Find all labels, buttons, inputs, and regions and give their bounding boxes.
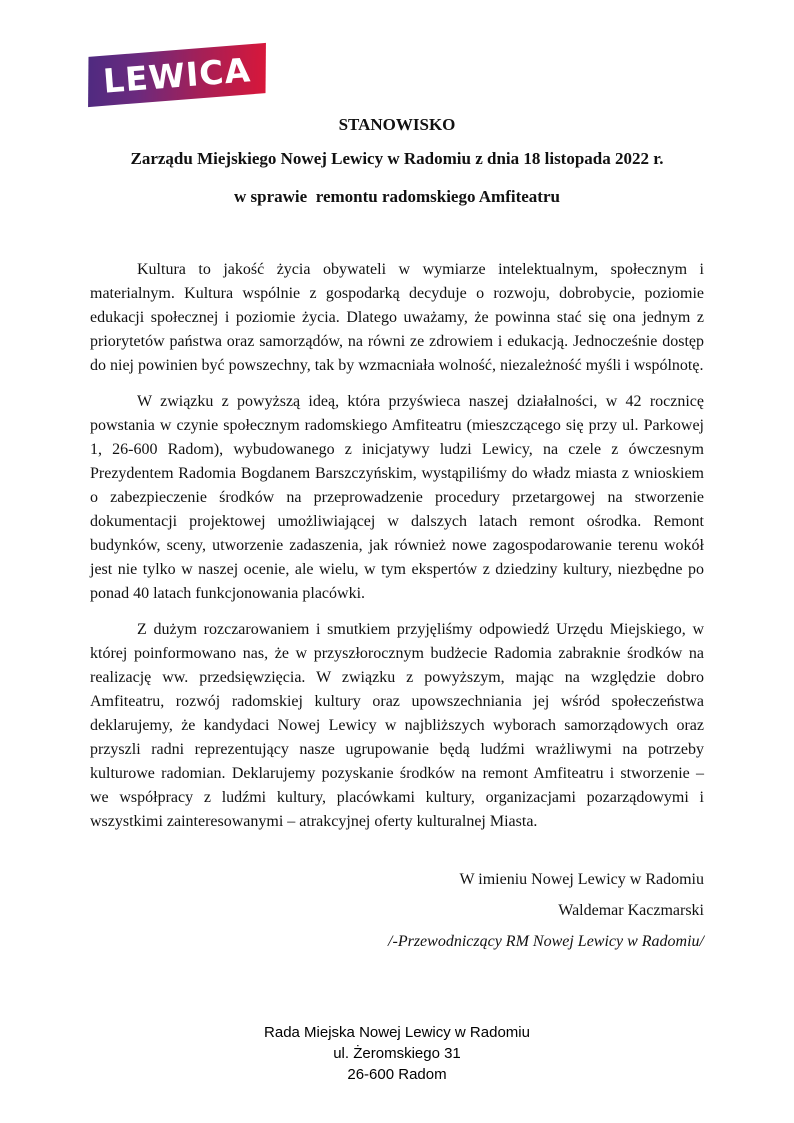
document-subtitle: Zarządu Miejskiego Nowej Lewicy w Radomiu z dnia 18 listopada 2022 r. (130, 149, 664, 168)
lewica-logo-banner (88, 43, 266, 107)
document-title: STANOWISKO (338, 115, 456, 134)
paragraph-2: W związku z powyższą ideą, która przyświeca naszej działalności, w 42 rocznicę powstania w czynie społecznym radomskiego Amfiteatru (mieszczącego się przy ul. Parkowej 1, 26-600 Radom), wybudowanego z inicjatywy ludzi Lewicy, na czele z ówczesnym Prezydentem Radomia Bogdanem Barszczyńskim, wystąpiliśmy do władz miasta z wnioskiem o zabezpieczenie środków na przeprowadzenie procedury przetargowej na stworzenie dokumentacji projektowej umożliwiającej w dalszych latach remont ośrodka. Remont budynków, sceny, utworzenie zadaszenia, jak również nowe zagospodarowanie terenu wokół jest nie tylko w naszej ocenie, ale wielu, w tym ekspertów z dziedziny kultury, niezbędne po ponad 40 latach funkcjonowania placówki. (90, 393, 704, 602)
footer-postal-city: 26-600 Radom (347, 1066, 447, 1083)
footer-address (0, 1022, 794, 1085)
document-body (90, 258, 704, 846)
lewica-logo-text: LEWICA (101, 49, 253, 101)
signature-role: /-Przewodniczący RM Nowej Lewicy w Radomiu/ (388, 933, 704, 950)
lewica-logo (88, 50, 268, 102)
paragraph-1: Kultura to jakość życia obywateli w wymiarze intelektualnym, społecznym i materialnym. Kultura wspólnie z gospodarką decyduje o rozwoju, dobrobycie, poziomie edukacji społecznej i poziomie życia. Dlatego uważamy, że powinna stać się ona jednym z priorytetów państwa oraz samorządów, na równi ze zdrowiem i edukacją. Jednocześnie dostęp do niej powinien być powszechny, tak by wzmacniała wolność, niezależność myśli i wspólnotę. (90, 261, 704, 374)
signature-on-behalf: W imieniu Nowej Lewicy w Radomiu (459, 871, 704, 888)
footer-organization: Rada Miejska Nowej Lewicy w Radomiu (264, 1024, 530, 1041)
signature-block (204, 864, 704, 957)
paragraph-3: Z dużym rozczarowaniem i smutkiem przyjęliśmy odpowiedź Urzędu Miejskiego, w której poinformowano nas, że w przyszłorocznym budżecie Radomia zabraknie środków na realizację ww. przedsięwzięcia. W związku z powyższym, mając na względzie dobro Amfiteatru, rozwój radomskiej kultury oraz upowszechniania jej wśród społeczeństwa deklarujemy, że kandydaci Nowej Lewicy w najbliższych wyborach samorządowych oraz przyszli radni reprezentujący nasze ugrupowanie będą ludźmi wrażliwymi na potrzeby kulturowe radomian. Deklarujemy pozyskanie środków na remont Amfiteatru i stworzenie – we współpracy z ludźmi kultury, placówkami kultury, organizacjami pozarządowymi i wszystkimi zainteresowanymi – atrakcyjnej oferty kulturalnej Miasta. (90, 621, 704, 830)
footer-street: ul. Żeromskiego 31 (333, 1045, 461, 1062)
document-subject: w sprawie remontu radomskiego Amfiteatru (234, 187, 560, 206)
signature-name: Waldemar Kaczmarski (558, 902, 704, 919)
